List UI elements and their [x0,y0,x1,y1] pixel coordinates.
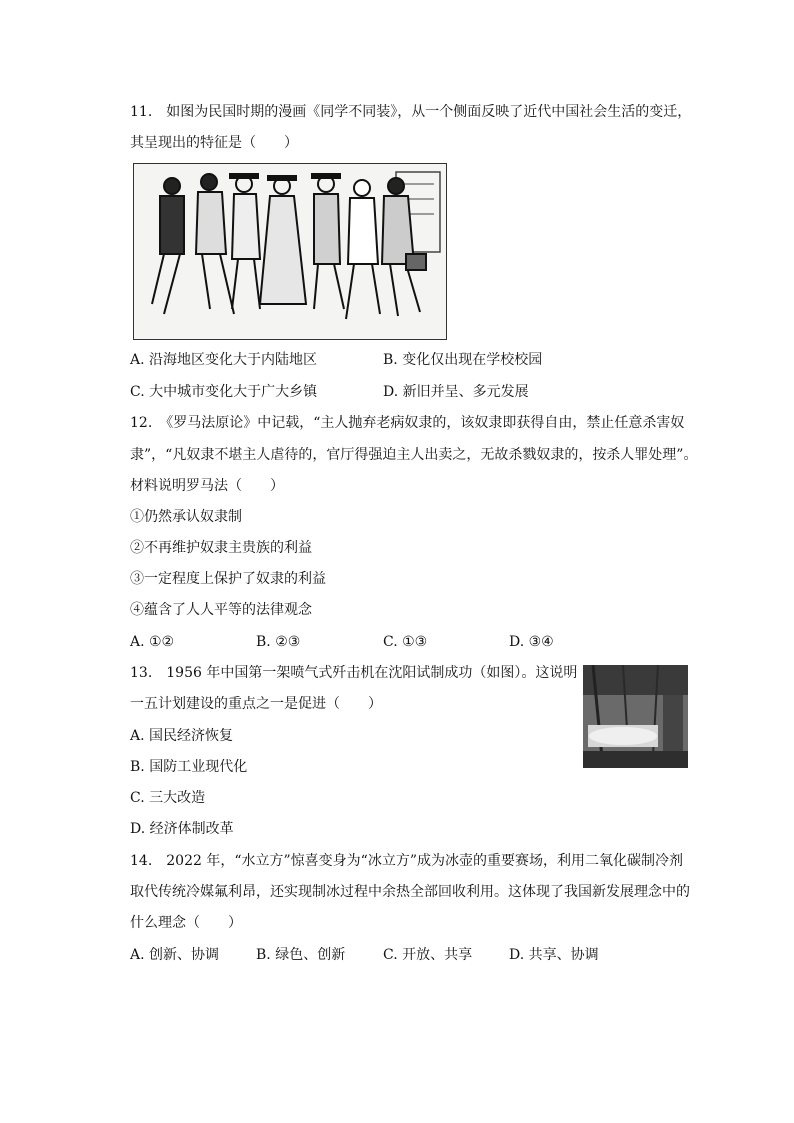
q14-option-c[interactable]: C. 开放、共享 [383,947,473,963]
q12-option-c[interactable]: C. ①③ [383,634,428,650]
q11-option-d[interactable]: D. 新旧并呈、多元发展 [383,384,529,400]
q11-option-c[interactable]: C. 大中城市变化大于广大乡镇 [130,384,318,400]
q14-stem-line3: 什么理念（ ） [130,915,242,931]
q12-statement-1: ①仍然承认奴隶制 [130,509,242,525]
q12-option-b[interactable]: B. ②③ [256,634,301,650]
q14-option-b[interactable]: B. 绿色、创新 [256,947,346,963]
q13-jet-factory-photo [583,665,688,768]
q12-option-d[interactable]: D. ③④ [509,634,554,650]
q11-option-a[interactable]: A. 沿海地区变化大于内陆地区 [130,352,318,368]
q12-statement-4: ④蕴含了人人平等的法律观念 [130,602,312,618]
q14-option-d[interactable]: D. 共享、协调 [509,947,599,963]
q11-stem-line2: 其呈现出的特征是（ ） [130,135,298,151]
q12-option-a[interactable]: A. ①② [130,634,175,650]
q12-stem-line2: 隶”，“凡奴隶不堪主人虐待的，官厅得强迫主人出卖之，无故杀戮奴隶的，按杀人罪处理”。 [130,447,698,463]
q11-stem-line1: 11. 如图为民国时期的漫画《同学不同装》，从一个侧面反映了近代中国社会生活的变迁， [130,104,692,120]
q11-cartoon-image [133,163,447,340]
q12-stem-line1: 12. 《罗马法原论》中记载，“主人抛弃老病奴隶的，该奴隶即获得自由，禁止任意杀害奴 [130,415,685,431]
q13-stem-line2: 一五计划建设的重点之一是促进（ ） [130,696,382,712]
q12-statement-3: ③一定程度上保护了奴隶的利益 [130,571,326,587]
q12-stem-line3: 材料说明罗马法（ ） [130,478,284,494]
q13-stem-line1: 13. 1956 年中国第一架喷气式歼击机在沈阳试制成功（如图）。这说明 [130,665,578,681]
q13-option-a[interactable]: A. 国民经济恢复 [130,728,234,744]
q12-statement-2: ②不再维护奴隶主贵族的利益 [130,540,312,556]
q14-stem-line1: 14. 2022 年，“水立方”惊喜变身为“冰立方”成为冰壶的重要赛场，利用二氧化碳制冷剂 [130,853,683,869]
q14-stem-line2: 取代传统冷媒氟利昂，还实现制冰过程中余热全部回收利用。这体现了我国新发展理念中的 [130,884,690,900]
q11-option-b[interactable]: B. 变化仅出现在学校校园 [383,352,543,368]
q13-option-c[interactable]: C. 三大改造 [130,790,206,806]
q14-option-a[interactable]: A. 创新、协调 [130,947,220,963]
q13-option-b[interactable]: B. 国防工业现代化 [130,759,248,775]
q13-option-d[interactable]: D. 经济体制改革 [130,821,234,837]
